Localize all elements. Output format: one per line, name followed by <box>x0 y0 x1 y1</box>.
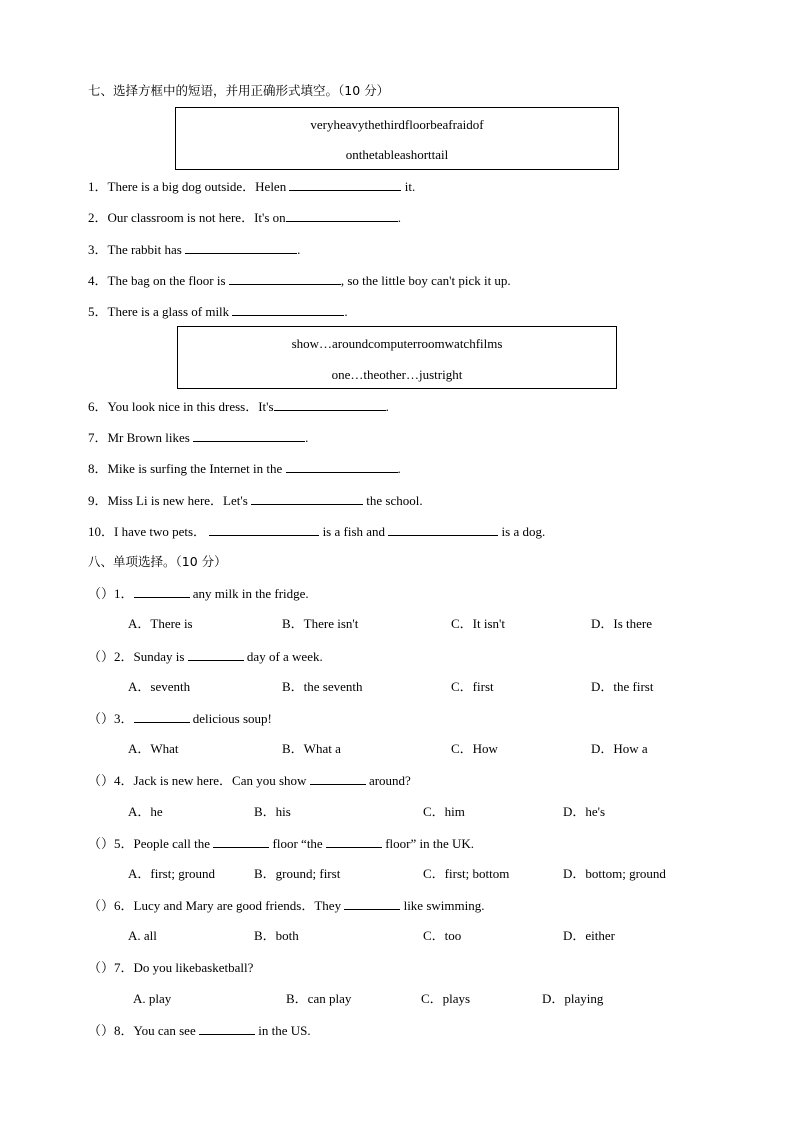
question-7-2 <box>88 209 401 226</box>
answer-blank[interactable] <box>310 772 366 785</box>
option-8-1-c[interactable]: C．It isn't <box>451 616 505 631</box>
phrase-box-1-line-1: veryheavythethirdfloorbeafraidof <box>310 117 484 132</box>
question-7-6-end: . <box>385 399 389 414</box>
question-7-4-text: 4．The bag on the floor is <box>88 273 226 288</box>
question-7-3 <box>88 241 300 258</box>
option-8-3-d[interactable]: D．How a <box>591 741 648 756</box>
answer-blank[interactable] <box>274 398 386 411</box>
question-7-9-end: the school. <box>366 493 423 508</box>
option-8-6-d[interactable]: D．either <box>563 928 615 943</box>
answer-blank[interactable] <box>193 429 305 442</box>
answer-blank[interactable] <box>209 523 319 536</box>
answer-blank[interactable] <box>232 303 344 316</box>
option-8-6-b[interactable]: B．both <box>254 928 299 943</box>
question-8-6 <box>88 897 484 914</box>
question-8-5-end: floor” in the UK. <box>385 836 475 851</box>
option-8-4-d[interactable]: D．he's <box>563 804 606 819</box>
answer-blank[interactable] <box>229 272 341 285</box>
question-8-1-text: （）1． <box>88 586 134 601</box>
question-7-9 <box>88 492 423 509</box>
option-8-4-a[interactable]: A．he <box>128 804 163 819</box>
question-7-2-end: . <box>397 210 401 225</box>
phrase-box-2 <box>177 326 617 389</box>
phrase-box-1 <box>175 107 619 170</box>
option-8-7-c[interactable]: C．plays <box>421 991 471 1006</box>
answer-blank[interactable] <box>289 178 401 191</box>
option-8-7-a[interactable]: A. play <box>133 991 172 1006</box>
question-8-3-end: delicious soup! <box>192 711 272 726</box>
question-8-8 <box>88 1022 311 1039</box>
question-7-3-text: 3．The rabbit has <box>88 242 182 257</box>
question-7-5-text: 5．There is a glass of milk <box>88 304 230 319</box>
answer-blank[interactable] <box>344 897 400 910</box>
question-8-8-end: in the US. <box>258 1023 311 1038</box>
question-7-1-end: it. <box>404 179 416 194</box>
question-7-4 <box>88 272 511 289</box>
question-8-5 <box>88 835 474 852</box>
option-8-2-c[interactable]: C．first <box>451 679 494 694</box>
question-7-7 <box>88 429 308 446</box>
question-8-5-mid: floor “the <box>272 836 323 851</box>
question-7-10-end: is a dog. <box>501 524 546 539</box>
question-7-4-end: , so the little boy can't pick it up. <box>340 273 511 288</box>
option-8-4-b[interactable]: B．his <box>254 804 291 819</box>
question-8-4 <box>88 772 411 789</box>
question-8-6-text: （）6．Lucy and Mary are good friends．They <box>88 898 342 913</box>
answer-blank[interactable] <box>286 460 398 473</box>
answer-blank[interactable] <box>134 585 190 598</box>
question-8-3-text: （）3． <box>88 711 134 726</box>
question-7-8 <box>88 460 401 477</box>
question-8-4-text: （）4．Jack is new here．Can you show <box>88 773 307 788</box>
option-8-5-c[interactable]: C．first; bottom <box>423 866 510 881</box>
section-7-heading: 七、选择方框中的短语，并用正确形式填空。（10 分） <box>88 83 390 98</box>
option-8-2-b[interactable]: B．the seventh <box>282 679 363 694</box>
answer-blank[interactable] <box>213 835 269 848</box>
question-8-1 <box>88 585 309 602</box>
answer-blank[interactable] <box>199 1022 255 1035</box>
question-8-7-text: （）7．Do you likebasketball? <box>88 960 254 975</box>
answer-blank[interactable] <box>188 648 244 661</box>
question-7-8-end: . <box>397 461 401 476</box>
option-8-4-c[interactable]: C．him <box>423 804 465 819</box>
option-8-6-a[interactable]: A. all <box>128 928 157 943</box>
question-7-6 <box>88 398 389 415</box>
phrase-box-2-line-2: one…theother…justright <box>331 367 463 382</box>
question-7-1-text: 1．There is a big dog outside．Helen <box>88 179 287 194</box>
question-7-5 <box>88 303 348 320</box>
question-7-1 <box>88 178 415 195</box>
question-7-10-mid: is a fish and <box>322 524 386 539</box>
question-8-3 <box>88 710 272 727</box>
option-8-6-c[interactable]: C．too <box>423 928 462 943</box>
option-8-2-d[interactable]: D．the first <box>591 679 654 694</box>
option-8-1-a[interactable]: A．There is <box>128 616 193 631</box>
question-7-3-end: . <box>297 242 301 257</box>
option-8-3-b[interactable]: B．What a <box>282 741 341 756</box>
option-8-5-d[interactable]: D．bottom; ground <box>563 866 666 881</box>
question-7-2-text: 2．Our classroom is not here．It's on <box>88 210 286 225</box>
answer-blank[interactable] <box>286 209 398 222</box>
question-7-9-text: 9．Miss Li is new here．Let's <box>88 493 248 508</box>
answer-blank[interactable] <box>185 241 297 254</box>
answer-blank[interactable] <box>388 523 498 536</box>
question-8-8-text: （）8．You can see <box>88 1023 196 1038</box>
question-8-7 <box>88 960 253 976</box>
option-8-1-d[interactable]: D．Is there <box>591 616 653 631</box>
question-7-10 <box>88 523 545 540</box>
question-7-7-text: 7．Mr Brown likes <box>88 430 190 445</box>
option-8-7-d[interactable]: D．playing <box>542 991 604 1006</box>
question-8-1-end: any milk in the fridge. <box>192 586 309 601</box>
option-8-5-a[interactable]: A．first; ground <box>128 866 216 881</box>
question-7-5-end: . <box>344 304 348 319</box>
phrase-box-1-line-2: onthetableashorttail <box>345 147 449 162</box>
phrase-box-2-line-1: show…aroundcomputerroomwatchfilms <box>291 336 503 351</box>
option-8-2-a[interactable]: A．seventh <box>128 679 191 694</box>
question-7-6-text: 6．You look nice in this dress．It's <box>88 399 274 414</box>
answer-blank[interactable] <box>326 835 382 848</box>
section-8-heading: 八、单项选择。（10 分） <box>88 554 227 569</box>
question-8-2-end: day of a week. <box>246 649 323 664</box>
answer-blank[interactable] <box>251 492 363 505</box>
option-8-3-c[interactable]: C．How <box>451 741 498 756</box>
question-7-7-end: . <box>305 430 309 445</box>
option-8-7-b[interactable]: B．can play <box>286 991 352 1006</box>
question-8-2-text: （）2．Sunday is <box>88 649 185 664</box>
question-8-2 <box>88 648 323 665</box>
option-8-5-b[interactable]: B．ground; first <box>254 866 341 881</box>
question-7-10-text: 10．I have two pets． <box>88 524 207 539</box>
question-8-4-end: around? <box>368 773 411 788</box>
answer-blank[interactable] <box>134 710 190 723</box>
question-7-8-text: 8．Mike is surfing the Internet in the <box>88 461 283 476</box>
option-8-1-b[interactable]: B．There isn't <box>282 616 359 631</box>
question-8-6-end: like swimming. <box>403 898 485 913</box>
question-8-5-text: （）5．People call the <box>88 836 211 851</box>
option-8-3-a[interactable]: A．What <box>128 741 179 756</box>
